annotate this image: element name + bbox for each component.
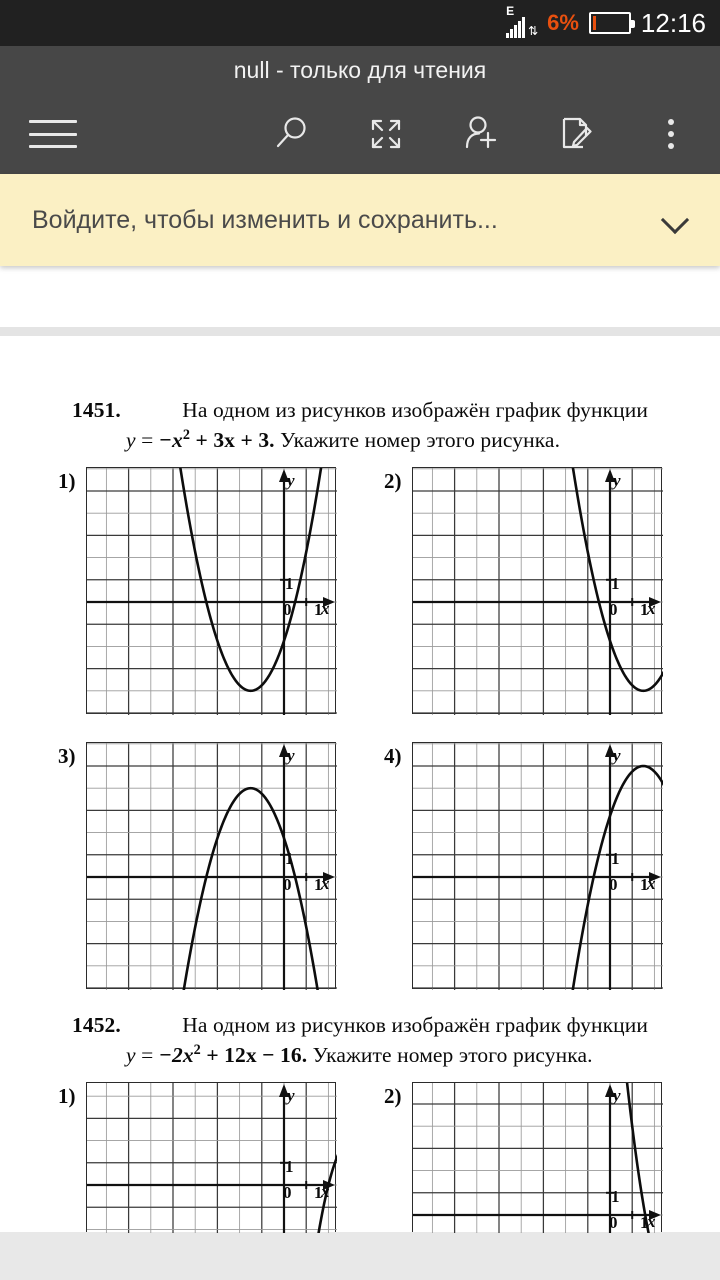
figure-1451-2: [384, 467, 662, 714]
figure-label: 1): [58, 1084, 76, 1109]
problem-1451: [0, 398, 720, 453]
sign-in-banner-message: Войдите, чтобы изменить и сохранить...: [32, 205, 498, 234]
tick-label-one-x: 1: [314, 875, 323, 895]
chevron-down-icon[interactable]: [662, 205, 692, 235]
app-toolbar: [0, 94, 720, 174]
tick-label-zero: 0: [283, 1183, 292, 1203]
tick-label-one-y: 1: [285, 849, 294, 869]
more-options-button[interactable]: [640, 103, 702, 165]
fullscreen-expand-icon: [367, 115, 405, 153]
page-separator: [0, 327, 720, 336]
tick-label-zero: 0: [609, 600, 618, 620]
figure-row-1452-a: [0, 1082, 720, 1232]
plot-area: [86, 1082, 336, 1232]
figure-1452-2: [384, 1082, 662, 1232]
formula-body: −2x: [158, 1043, 194, 1068]
figure-label: 3): [58, 744, 76, 769]
axis-label-x: x: [321, 874, 330, 894]
more-vertical-icon: [668, 119, 674, 149]
problem-number: 1451.: [72, 398, 121, 422]
tick-label-zero: 0: [609, 875, 618, 895]
formula-eq: =: [135, 1043, 159, 1068]
hamburger-menu-icon: [29, 120, 77, 148]
tick-label-one-x: 1: [314, 1183, 323, 1203]
formula-variable: y: [126, 428, 136, 453]
problem-text-line1: На одном из рисунков изображён график функции: [182, 398, 648, 422]
axis-label-y: y: [287, 471, 295, 491]
hamburger-menu-button[interactable]: [22, 103, 84, 165]
tick-label-one-y: 1: [285, 1157, 294, 1177]
tick-label-one-y: 1: [611, 849, 620, 869]
tick-label-zero: 0: [609, 1213, 618, 1233]
problem-1452: [0, 1013, 720, 1068]
axis-label-x: x: [321, 599, 330, 619]
share-add-person-button[interactable]: [450, 103, 512, 165]
figure-label: 4): [384, 744, 402, 769]
axis-label-y: y: [287, 1086, 295, 1106]
figure-1451-3: [58, 742, 336, 989]
figure-label: 1): [58, 469, 76, 494]
tick-label-zero: 0: [283, 875, 292, 895]
problem-text-line2: Укажите номер этого рисунка.: [307, 1043, 593, 1068]
tick-label-one-x: 1: [314, 600, 323, 620]
document-viewport[interactable]: [0, 266, 720, 1280]
tick-label-one-y: 1: [611, 574, 620, 594]
axis-label-x: x: [321, 1182, 330, 1202]
axis-label-x: x: [647, 599, 656, 619]
formula-exponent: 2: [193, 1042, 201, 1059]
network-type-label: E: [506, 4, 515, 18]
tick-label-zero: 0: [283, 600, 292, 620]
axis-label-x: x: [647, 874, 656, 894]
figure-row-1451-b: [0, 742, 720, 989]
problem-formula-line: [72, 427, 648, 453]
signal-bars-icon: [506, 4, 538, 38]
formula-rest: + 12x − 16.: [200, 1043, 308, 1068]
plot-area: [86, 742, 336, 989]
plot-area: [412, 1082, 662, 1232]
figure-1452-1: [58, 1082, 336, 1232]
formula-eq: =: [135, 428, 159, 453]
plot-area: [412, 467, 662, 714]
tick-label-one-x: 1: [640, 875, 649, 895]
problem-formula-line: [72, 1042, 648, 1068]
formula-variable: y: [126, 1043, 136, 1068]
axis-label-x: x: [647, 1212, 656, 1232]
axis-label-y: y: [613, 1086, 621, 1106]
data-transfer-icon: ⇅: [528, 24, 538, 38]
add-person-icon: [461, 114, 501, 154]
app-title-bar: [0, 46, 720, 94]
sign-in-banner[interactable]: [0, 174, 720, 266]
battery-percent-label: 6%: [547, 10, 579, 35]
problem-text-line2: Укажите номер этого рисунка.: [274, 428, 561, 453]
formula-rest: + 3x + 3.: [190, 428, 275, 453]
figure-label: 2): [384, 469, 402, 494]
axis-label-y: y: [613, 746, 621, 766]
tick-label-one-x: 1: [640, 1213, 649, 1233]
axis-label-y: y: [613, 471, 621, 491]
tick-label-one-x: 1: [640, 600, 649, 620]
tick-label-one-y: 1: [285, 574, 294, 594]
document-title: null - только для чтения: [233, 56, 487, 83]
clock-label: 12:16: [640, 7, 706, 38]
figure-row-1451-a: [0, 467, 720, 714]
problem-number: 1452.: [72, 1013, 121, 1038]
figure-label: 2): [384, 1084, 402, 1109]
formula-body: −x: [158, 428, 183, 453]
status-bar: [0, 0, 720, 46]
search-icon: [271, 114, 311, 154]
fullscreen-button[interactable]: [355, 103, 417, 165]
plot-area: [412, 742, 662, 989]
axis-label-y: y: [287, 746, 295, 766]
formula-exponent: 2: [182, 427, 191, 443]
plot-area: [86, 467, 336, 714]
figure-1451-4: [384, 742, 662, 989]
document-edit-icon: [556, 114, 596, 154]
problem-text-line1: На одном из рисунков изображён график функции: [182, 1013, 648, 1038]
previous-page-sliver: [0, 266, 720, 327]
search-button[interactable]: [260, 103, 322, 165]
document-edit-button[interactable]: [545, 103, 607, 165]
document-page: [0, 336, 720, 1232]
battery-low-icon: [589, 12, 631, 34]
tick-label-one-y: 1: [611, 1187, 620, 1207]
figure-1451-1: [58, 467, 336, 714]
